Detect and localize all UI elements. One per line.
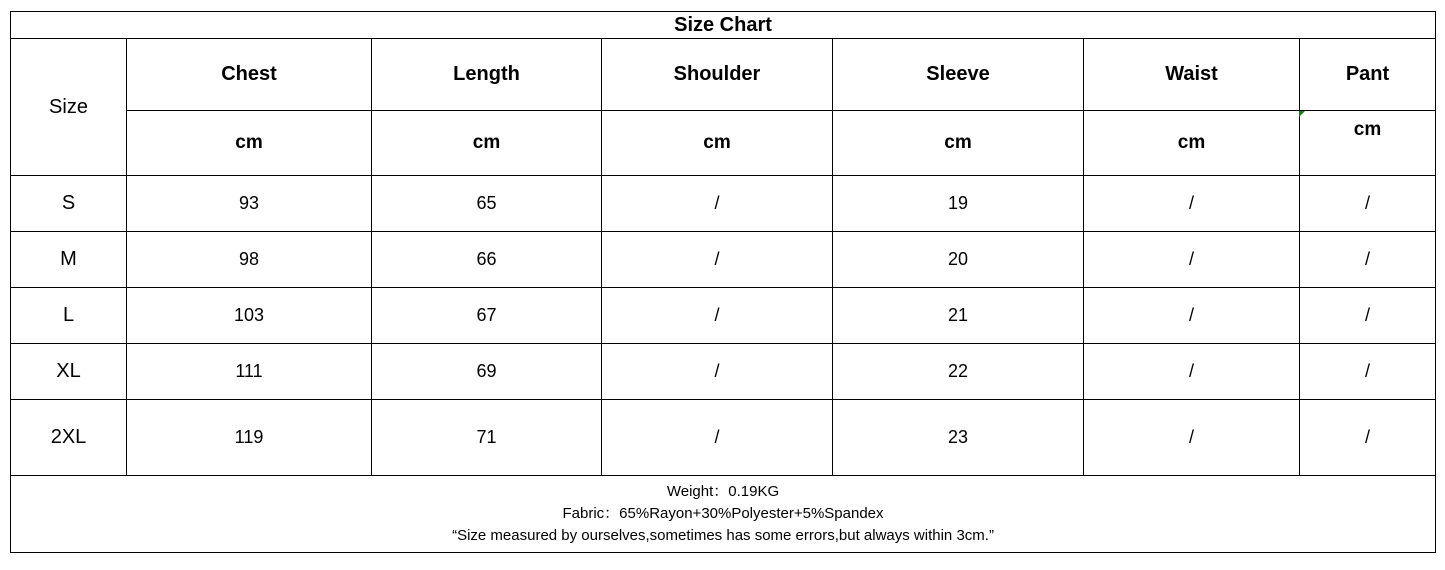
shoulder-cell: / — [602, 288, 833, 344]
table-row — [11, 400, 1436, 476]
size-cell: L — [11, 288, 127, 344]
column-header-chest: Chest — [127, 39, 372, 111]
length-cell: 71 — [372, 400, 602, 476]
sleeve-cell: 23 — [833, 400, 1084, 476]
column-header-pant: Pant — [1300, 39, 1436, 111]
chest-cell: 111 — [127, 344, 372, 400]
table-row — [11, 232, 1436, 288]
header-row — [11, 39, 1436, 111]
column-header-waist: Waist — [1084, 39, 1300, 111]
fabric-note: Fabric：65%Rayon+30%Polyester+5%Spandex — [562, 505, 884, 522]
sleeve-cell: 19 — [833, 176, 1084, 232]
pant-cell: / — [1300, 400, 1436, 476]
unit-pant: cm — [1300, 111, 1436, 176]
cell-corner-marker — [1299, 111, 1305, 117]
length-cell: 65 — [372, 176, 602, 232]
size-chart-table — [10, 11, 1436, 553]
weight-note: Weight：0.19KG — [666, 483, 780, 500]
chest-cell: 98 — [127, 232, 372, 288]
waist-cell: / — [1084, 400, 1300, 476]
footer-notes — [11, 476, 1436, 553]
chest-cell: 103 — [127, 288, 372, 344]
pant-cell: / — [1300, 232, 1436, 288]
length-cell: 69 — [372, 344, 602, 400]
size-cell: M — [11, 232, 127, 288]
size-cell: S — [11, 176, 127, 232]
chest-cell: 93 — [127, 176, 372, 232]
waist-cell: / — [1084, 288, 1300, 344]
size-cell: XL — [11, 344, 127, 400]
shoulder-cell: / — [602, 232, 833, 288]
size-cell: 2XL — [11, 400, 127, 476]
waist-cell: / — [1084, 344, 1300, 400]
unit-shoulder: cm — [602, 111, 833, 176]
table-row — [11, 344, 1436, 400]
table-title: Size Chart — [11, 12, 1436, 39]
table-row — [11, 176, 1436, 232]
pant-cell: / — [1300, 288, 1436, 344]
sleeve-cell: 20 — [833, 232, 1084, 288]
sleeve-cell: 21 — [833, 288, 1084, 344]
shoulder-cell: / — [602, 176, 833, 232]
pant-cell: / — [1300, 344, 1436, 400]
shoulder-cell: / — [602, 400, 833, 476]
size-column-header: Size — [11, 39, 127, 176]
shoulder-cell: / — [602, 344, 833, 400]
table-row — [11, 288, 1436, 344]
column-header-sleeve: Sleeve — [833, 39, 1084, 111]
unit-waist: cm — [1084, 111, 1300, 176]
unit-chest: cm — [127, 111, 372, 176]
unit-length: cm — [372, 111, 602, 176]
length-cell: 67 — [372, 288, 602, 344]
unit-sleeve: cm — [833, 111, 1084, 176]
column-header-length: Length — [372, 39, 602, 111]
pant-cell: / — [1300, 176, 1436, 232]
chest-cell: 119 — [127, 400, 372, 476]
unit-row — [11, 111, 1436, 176]
waist-cell: / — [1084, 232, 1300, 288]
column-header-shoulder: Shoulder — [602, 39, 833, 111]
sleeve-cell: 22 — [833, 344, 1084, 400]
measurement-disclaimer: “Size measured by ourselves,sometimes has some errors,but always within 3cm.” — [452, 527, 994, 544]
waist-cell: / — [1084, 176, 1300, 232]
length-cell: 66 — [372, 232, 602, 288]
